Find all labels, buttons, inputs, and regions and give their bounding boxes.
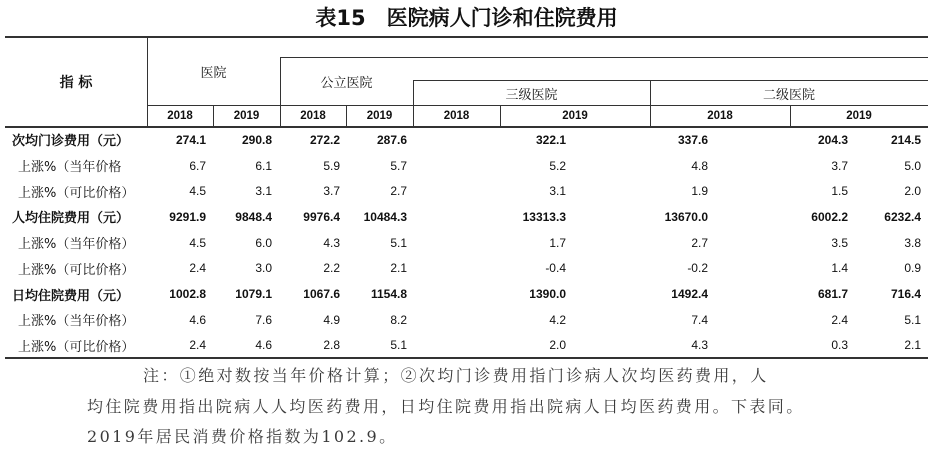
row-label: 次均门诊费用（元） [12, 134, 130, 150]
year-header: 2019 [562, 110, 588, 122]
cell-value: 2.1 [904, 338, 921, 353]
row-label: 上涨%（可比价格） [18, 262, 135, 278]
cell-value: 290.8 [241, 132, 272, 147]
year-header: 2018 [443, 110, 470, 122]
cell-value: 1390.0 [529, 287, 566, 302]
cell-value: 1.4 [831, 261, 848, 276]
cell-value: 3.1 [255, 184, 272, 199]
cell-value: 716.4 [890, 287, 921, 302]
row-label: 上涨%（当年价格） [18, 237, 135, 253]
cell-value: 3.7 [831, 158, 848, 173]
cell-value: 10484.3 [363, 209, 407, 224]
cell-value: 5.2 [549, 158, 566, 173]
row-label: 上涨%（当年价格） [18, 314, 135, 330]
cell-value: 5.0 [904, 158, 921, 173]
tertiary-hospital-header: 三级医院 [505, 87, 558, 103]
cell-value: 5.9 [323, 158, 340, 173]
cell-value: 6.7 [189, 158, 206, 173]
cell-value: 1.7 [549, 235, 566, 250]
cell-value: 6.1 [255, 158, 272, 173]
row-label: 人均住院费用（元） [12, 211, 130, 227]
cell-value: 7.4 [691, 312, 708, 327]
year-header: 2019 [233, 110, 260, 122]
sub-indicator-row [0, 178, 933, 204]
cell-value: 214.5 [890, 132, 921, 147]
cell-value: 0.9 [904, 261, 921, 276]
cell-value: 204.3 [817, 132, 848, 147]
cell-value: 2.0 [549, 338, 566, 353]
cell-value: 2.7 [691, 235, 708, 250]
cell-value: 4.9 [323, 312, 340, 327]
cell-value: 5.1 [904, 312, 921, 327]
sub-indicator-row [0, 333, 933, 359]
footnote-line: 注：①绝对数按当年价格计算；②次均门诊费用指门诊病人次均医药费用，人 [143, 366, 769, 385]
cell-value: -0.4 [545, 261, 566, 276]
indicator-row [0, 204, 933, 230]
public-hospital-header: 公立医院 [320, 76, 373, 91]
cell-value: 2.0 [904, 184, 921, 199]
cell-value: 4.6 [189, 312, 206, 327]
cell-value: 5.1 [390, 338, 407, 353]
cell-value: 6.0 [255, 235, 272, 250]
cell-value: 9848.4 [235, 209, 272, 224]
cell-value: 1002.8 [169, 287, 206, 302]
secondary-hospital-header: 二级医院 [762, 87, 815, 103]
cell-value: 4.5 [189, 235, 206, 250]
sub-indicator-row [0, 256, 933, 282]
cell-value: 1.5 [831, 184, 848, 199]
cell-value: 0.3 [831, 338, 848, 353]
cell-value: 2.7 [390, 184, 407, 199]
cell-value: 2.4 [189, 261, 206, 276]
indicator-row [0, 127, 933, 153]
sub-indicator-row [0, 307, 933, 333]
cell-value: 3.0 [255, 261, 272, 276]
cell-value: 2.2 [323, 261, 340, 276]
row-label: 上涨%（可比价格） [18, 185, 135, 201]
footnote-line: 2019年居民消费价格指数为102.9。 [87, 427, 398, 446]
cell-value: 5.7 [390, 158, 407, 173]
cell-value: 287.6 [376, 132, 407, 147]
cell-value: 13313.3 [522, 209, 566, 224]
cell-value: 6232.4 [884, 209, 921, 224]
sub-indicator-row [0, 230, 933, 256]
year-header: 2019 [846, 110, 872, 122]
sub-indicator-row [0, 153, 933, 179]
cell-value: 9291.9 [169, 209, 206, 224]
cell-value: 7.6 [255, 312, 272, 327]
cell-value: 5.1 [390, 235, 407, 250]
cell-value: 2.4 [831, 312, 848, 327]
cell-value: 13670.0 [664, 209, 708, 224]
cell-value: 4.2 [549, 312, 566, 327]
cell-value: 3.7 [323, 184, 340, 199]
row-label: 日均住院费用（元） [12, 288, 130, 304]
cell-value: 2.4 [189, 338, 206, 353]
footnote-line: 均住院费用指出院病人人均医药费用，日均住院费用指出院病人日均医药费用。下表同。 [87, 397, 805, 416]
cell-value: 4.3 [323, 235, 340, 250]
cell-value: 322.1 [535, 132, 566, 147]
cell-value: 3.1 [549, 184, 566, 199]
indicator-row [0, 281, 933, 307]
row-label: 上涨%（当年价格 [18, 160, 122, 176]
indicator-header: 指 标 [59, 75, 93, 91]
cell-value: 8.2 [390, 312, 407, 327]
cell-value: 1154.8 [370, 287, 407, 302]
cell-value: 681.7 [817, 287, 848, 302]
cell-value: 6002.2 [811, 209, 848, 224]
cell-value: 4.3 [691, 338, 708, 353]
cell-value: 1067.6 [303, 287, 340, 302]
year-header: 2019 [366, 110, 393, 122]
cell-value: 2.8 [323, 338, 340, 353]
cell-value: 274.1 [175, 132, 206, 147]
cell-value: 4.8 [691, 158, 708, 173]
cell-value: -0.2 [687, 261, 708, 276]
cell-value: 9976.4 [303, 209, 340, 224]
cell-value: 1.9 [691, 184, 708, 199]
cell-value: 3.5 [831, 235, 848, 250]
cell-value: 1079.1 [235, 287, 272, 302]
year-header: 2018 [167, 110, 193, 122]
cell-value: 4.6 [255, 338, 272, 353]
cell-value: 3.8 [904, 235, 921, 250]
row-label: 上涨%（可比价格） [18, 339, 135, 355]
cell-value: 337.6 [677, 132, 708, 147]
table-title: 表15 医院病人门诊和住院费用 [315, 6, 618, 30]
hospital-header: 医院 [200, 66, 227, 81]
year-header: 2018 [300, 110, 326, 122]
cell-value: 2.1 [390, 261, 407, 276]
year-header: 2018 [707, 110, 733, 122]
cell-value: 272.2 [309, 132, 340, 147]
cell-value: 1492.4 [671, 287, 708, 302]
cell-value: 4.5 [189, 184, 206, 199]
